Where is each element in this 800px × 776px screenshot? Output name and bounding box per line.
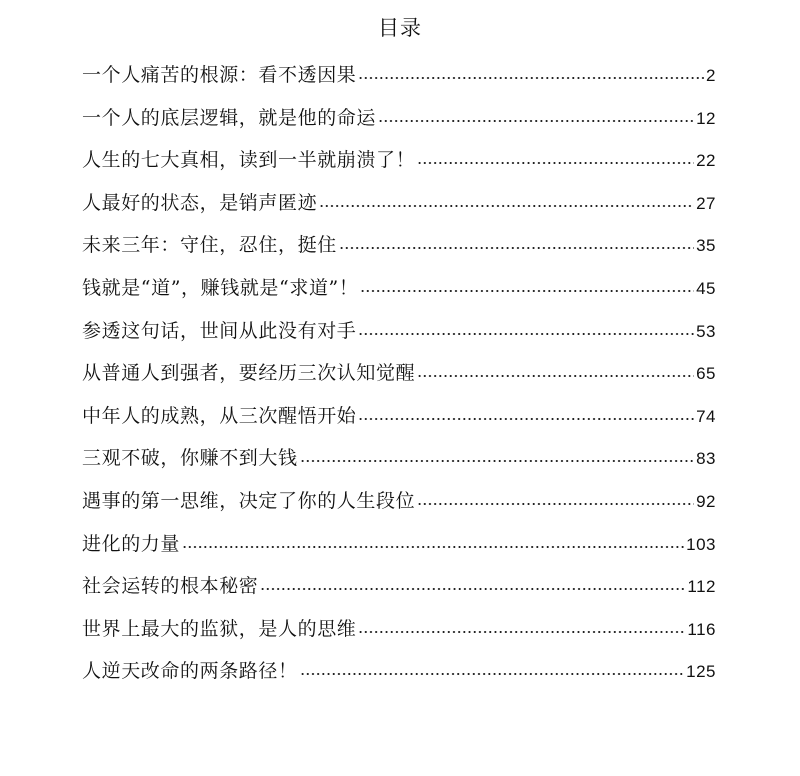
toc-entry[interactable] [82, 486, 716, 529]
toc-entry-title: 人最好的状态，是销声匿迹 [82, 191, 318, 214]
toc-entry-title: 一个人痛苦的根源：看不透因果 [82, 64, 357, 86]
dot-leader [260, 587, 685, 591]
dot-leader [417, 161, 694, 165]
dot-leader [182, 545, 684, 549]
toc-page-number: 92 [696, 491, 716, 511]
dot-leader [300, 672, 685, 676]
toc-entry-title: 未来三年：守住，忍住，挺住 [82, 234, 337, 257]
toc-page-number: 2 [706, 66, 716, 85]
toc-page-number: 45 [696, 278, 716, 298]
toc-entry[interactable] [82, 103, 716, 146]
dot-leader [358, 76, 704, 80]
toc-entry-title: 三观不破，你赚不到大钱 [82, 447, 298, 470]
dot-leader [360, 289, 694, 293]
toc-entry-title: 人逆天改命的两条路径！ [82, 660, 298, 683]
toc-entry-title: 遇事的第一思维，决定了你的人生段位 [82, 489, 416, 512]
toc-title: 目录 [378, 16, 422, 40]
toc-page-number: 12 [696, 108, 716, 128]
toc-entry-title: 一个人的底层逻辑，就是他的命运 [82, 106, 377, 129]
toc-entry[interactable] [82, 358, 716, 401]
toc-entry-title: 中年人的成熟，从三次醒悟开始 [82, 404, 357, 427]
dot-leader [378, 119, 694, 123]
dot-leader [417, 374, 694, 378]
toc-entry[interactable] [82, 656, 716, 699]
toc-page-number: 116 [687, 619, 716, 639]
toc-entry-title: 参透这句话，世间从此没有对手 [82, 319, 357, 342]
toc-entry[interactable] [82, 571, 716, 614]
dot-leader [358, 332, 694, 336]
toc-entry-title: 从普通人到强者，要经历三次认知觉醒 [82, 362, 416, 385]
toc-page-number: 27 [696, 193, 716, 213]
toc-page-number: 22 [696, 151, 716, 171]
toc-page-number: 65 [696, 364, 716, 384]
toc-page-number: 83 [696, 449, 716, 469]
toc-entry-title: 人生的七大真相，读到一半就崩溃了！ [82, 149, 416, 172]
toc-page-number: 74 [696, 406, 716, 426]
toc-page-number: 53 [696, 321, 716, 341]
dot-leader [339, 246, 694, 250]
dot-leader [358, 630, 685, 634]
toc-entry[interactable] [82, 443, 716, 486]
dot-leader [300, 459, 694, 463]
toc-entry[interactable] [82, 188, 716, 231]
toc-page-number: 35 [696, 236, 716, 256]
toc-entry[interactable] [82, 401, 716, 444]
toc-page-number: 125 [686, 662, 716, 682]
toc-page-number: 103 [686, 534, 716, 554]
dot-leader [358, 417, 694, 421]
toc-entry[interactable] [82, 230, 716, 273]
toc-entry-title: 世界上最大的监狱，是人的思维 [82, 617, 357, 640]
toc-entry[interactable] [82, 60, 716, 103]
toc-entry-title: 钱就是“道”，赚钱就是“求道”！ [82, 276, 359, 299]
dot-leader [319, 204, 694, 208]
toc-entry[interactable] [82, 273, 716, 316]
toc-entry[interactable] [82, 614, 716, 657]
toc-entry[interactable] [82, 529, 716, 572]
toc-entry-title: 社会运转的根本秘密 [82, 575, 259, 598]
toc-list [82, 60, 716, 699]
toc-entry[interactable] [82, 316, 716, 359]
toc-entry[interactable] [82, 145, 716, 188]
toc-page-number: 112 [687, 577, 716, 597]
dot-leader [417, 502, 694, 506]
toc-entry-title: 进化的力量 [82, 532, 181, 555]
